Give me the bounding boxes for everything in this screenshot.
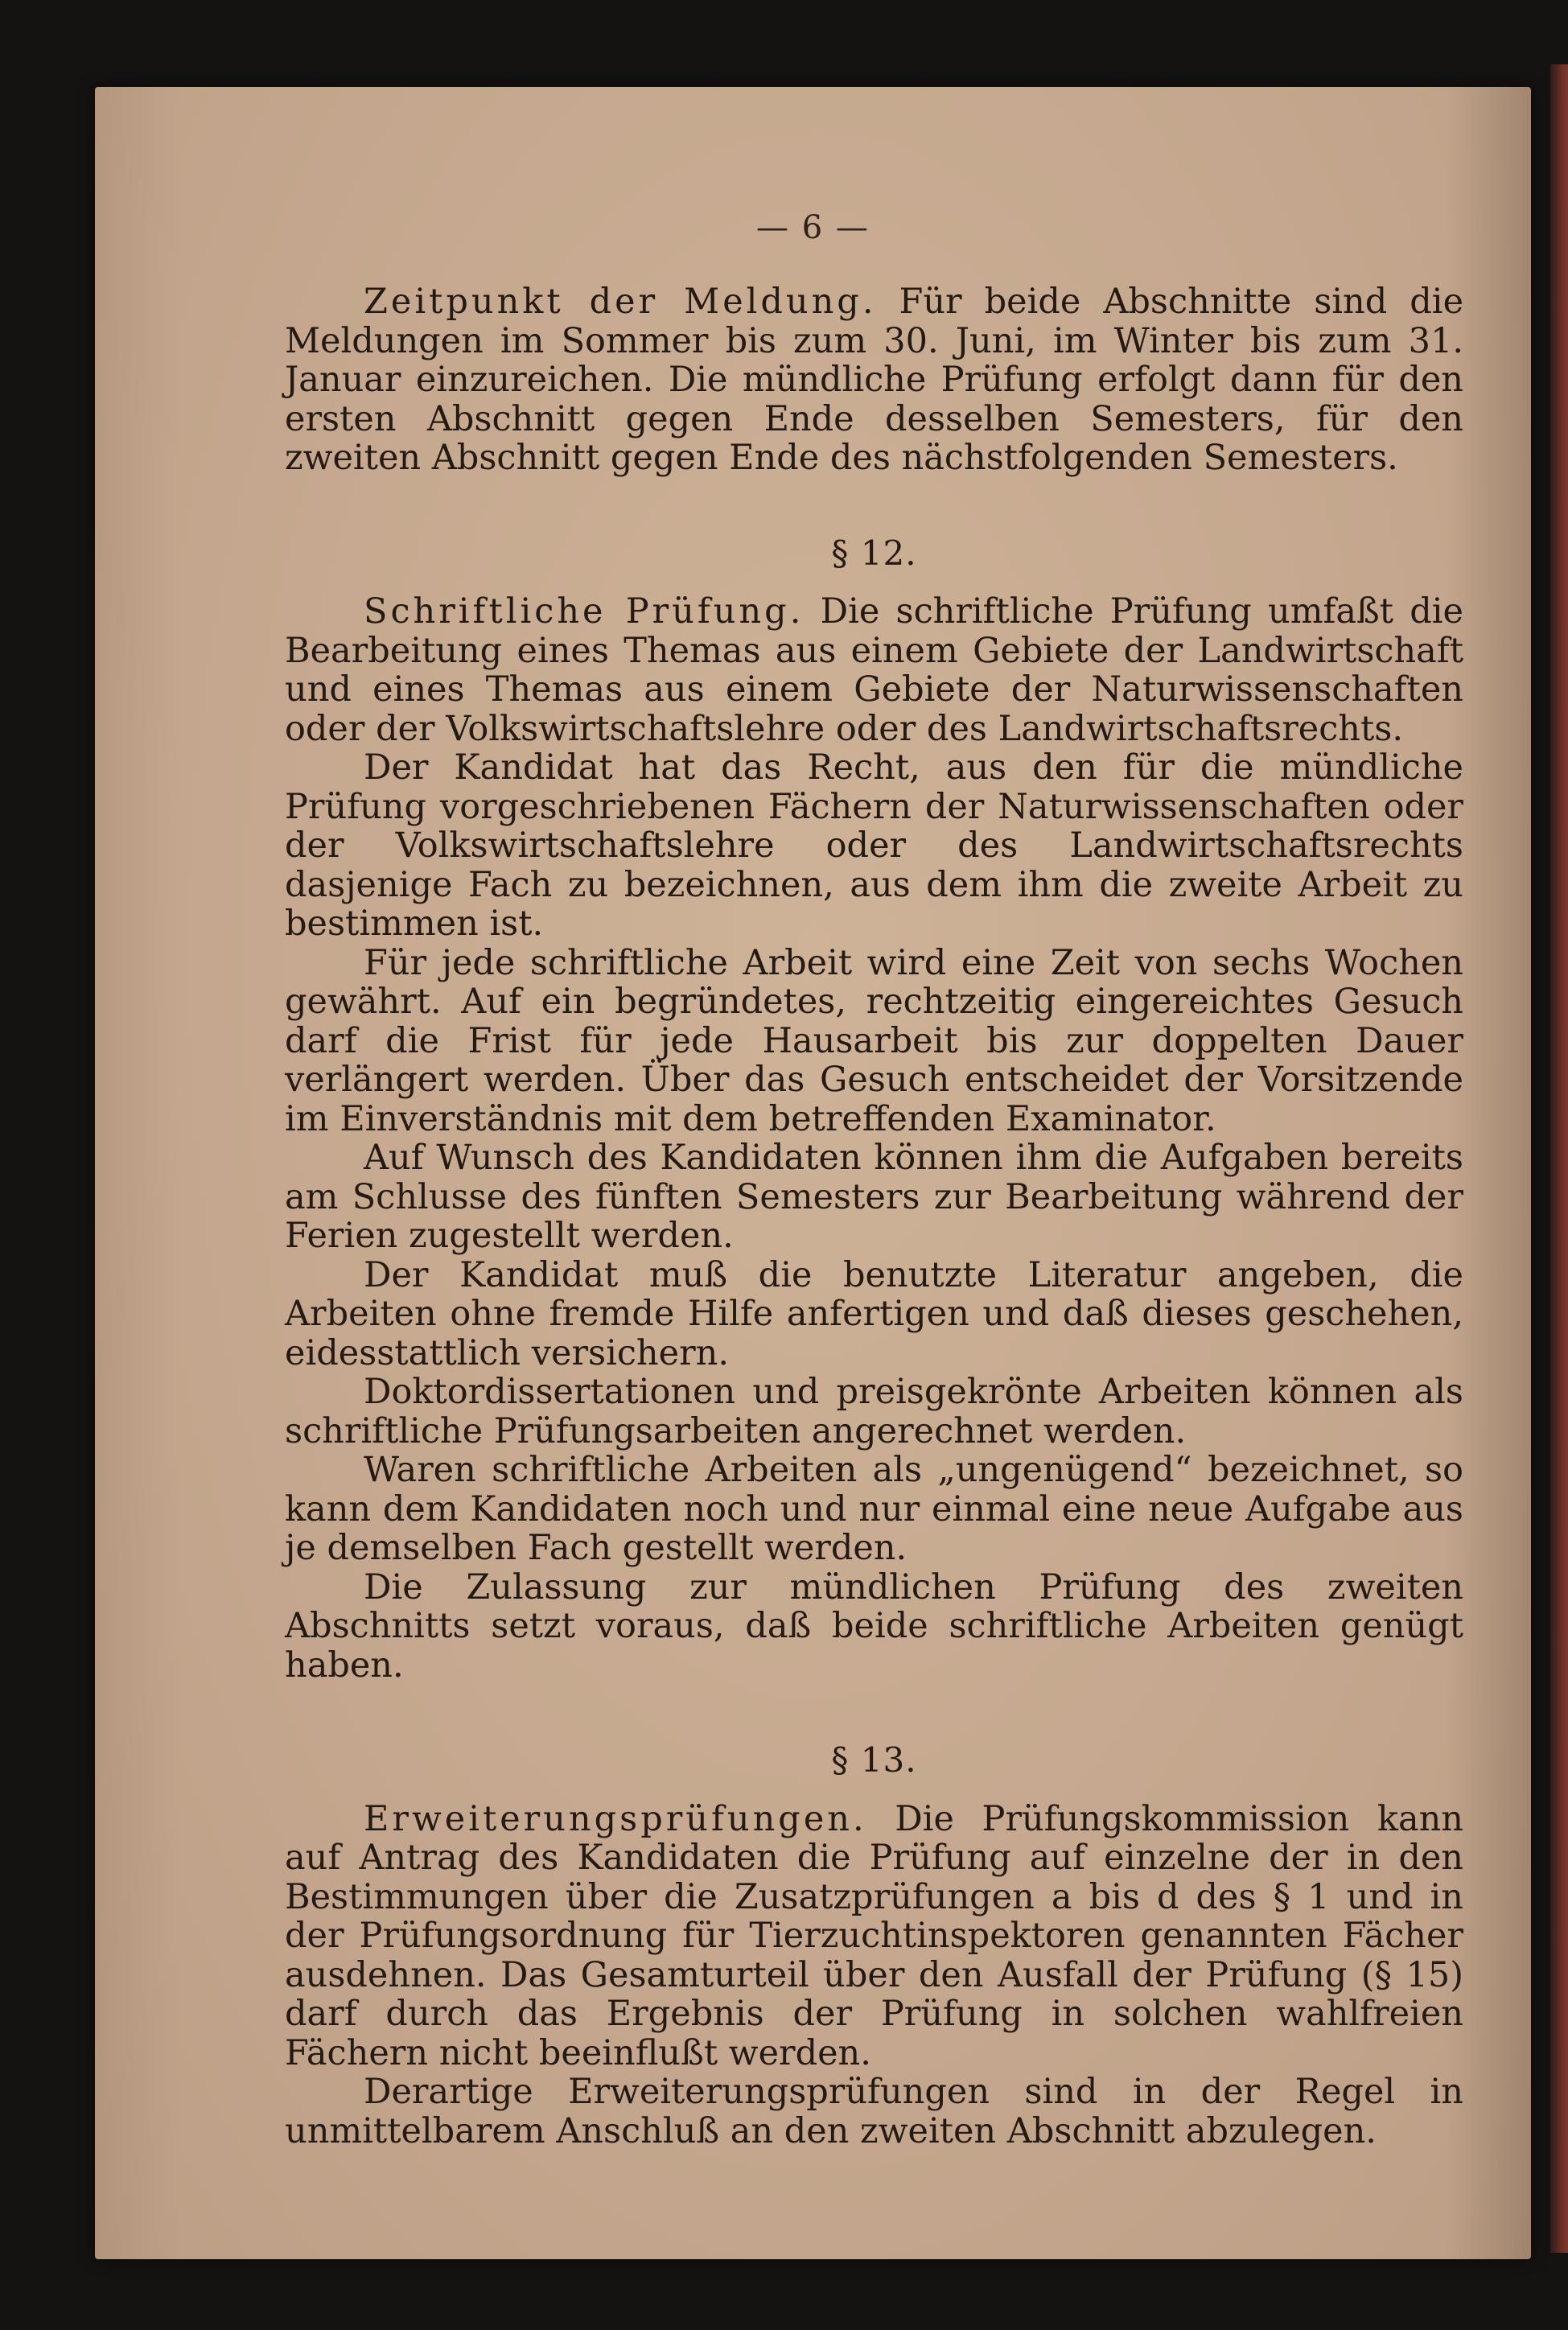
section-13-paragraph-2: Derartige Erweiterungsprüfungen sind in der Regel in unmittelbarem Anschluß an den zweiten Abschnitt abzulegen. bbox=[285, 2072, 1463, 2151]
section-12-lead: Schriftliche Prüfung. bbox=[364, 591, 805, 632]
section-13-first-text: Die Prüfungskommission kann auf Antrag des Kandidaten die Prüfung auf einzelne der in den Bestimmungen über die Zusatzprüfungen a bis d des § 1 und in der Prüfungsordnung für Tierzuchtinspektoren genannten Fächer ausdehnen. Das Gesamturteil über den Ausfall der Prüfung (§ 15) darf durch das Ergebnis der Prüfung in solchen wahlfreien Fächern nicht beeinflußt werden. bbox=[285, 1798, 1463, 2073]
section-12-paragraph-2: Der Kandidat hat das Recht, aus den für die mündliche Prüfung vorgeschriebenen Fächern der Naturwissenschaften oder der Volkswirtschaftslehre oder des Landwirtschaftsrechts dasjenige Fach zu bezeichnen, aus dem ihm die zweite Arbeit zu bestimmen ist. bbox=[285, 747, 1463, 944]
section-13-paragraph-1 bbox=[285, 1800, 1463, 2073]
section-13-lead: Erweiterungsprüfungen. bbox=[364, 1798, 867, 1839]
intro-paragraph bbox=[285, 282, 1463, 478]
document-page bbox=[95, 87, 1531, 2259]
intro-text: Für beide Abschnitte sind die Meldungen im Sommer bis zum 30. Juni, im Winter bis zum 31. Januar einzureichen. Die mündliche Prüfung erfolgt dann für den ersten Abschnitt gegen Ende desselben Semesters, für den zweiten Abschnitt gegen Ende des nächstfolgenden Semesters. bbox=[285, 282, 1464, 478]
section-12-paragraph-3: Für jede schriftliche Arbeit wird eine Zeit von sechs Wochen gewährt. Auf ein begründetes, rechtzeitig eingereichtes Gesuch darf die Frist für jede Hausarbeit bis zur doppelten Dauer verlängert werden. Über das Gesuch entscheidet der Vorsitzende im Einverständnis mit dem betreffenden Examinator. bbox=[285, 942, 1463, 1139]
section-12-paragraph-5: Der Kandidat muß die benutzte Literatur angeben, die Arbeiten ohne fremde Hilfe anfertigen und daß dieses geschehen, eidesstattlich versichern. bbox=[285, 1254, 1463, 1373]
page-content bbox=[285, 282, 1463, 2151]
page-number: — 6 — bbox=[756, 209, 870, 246]
section-12-paragraph-1 bbox=[285, 592, 1463, 748]
section-13-heading: § 13. bbox=[831, 1740, 917, 1780]
adjacent-page-edge bbox=[1550, 64, 1568, 2253]
section-12-paragraph-7: Waren schriftliche Arbeiten als „ungenügend“ bezeichnet, so kann dem Kandidaten noch und nur einmal eine neue Aufgabe aus je demselben Fach gestellt werden. bbox=[285, 1450, 1463, 1568]
section-12-paragraph-6: Doktordissertationen und preisgekrönte Arbeiten können als schriftliche Prüfungsarbeiten angerechnet werden. bbox=[285, 1372, 1463, 1451]
intro-lead: Zeitpunkt der Meldung. bbox=[364, 282, 877, 322]
section-12-paragraph-8: Die Zulassung zur mündlichen Prüfung des zweiten Abschnitts setzt voraus, daß beide schriftliche Arbeiten genügt haben. bbox=[285, 1566, 1463, 1686]
section-12-paragraph-4: Auf Wunsch des Kandidaten können ihm die Aufgaben bereits am Schlusse des fünften Semesters zur Bearbeitung während der Ferien zugestellt werden. bbox=[285, 1138, 1463, 1256]
section-12-first-text: Die schriftliche Prüfung umfaßt die Bearbeitung eines Themas aus einem Gebiete der Landwirtschaft und eines Themas aus einem Gebiete der Naturwissenschaften oder der Volkswirtschaftslehre oder des Landwirtschaftsrechts. bbox=[285, 591, 1463, 749]
section-12-heading: § 12. bbox=[831, 533, 917, 573]
